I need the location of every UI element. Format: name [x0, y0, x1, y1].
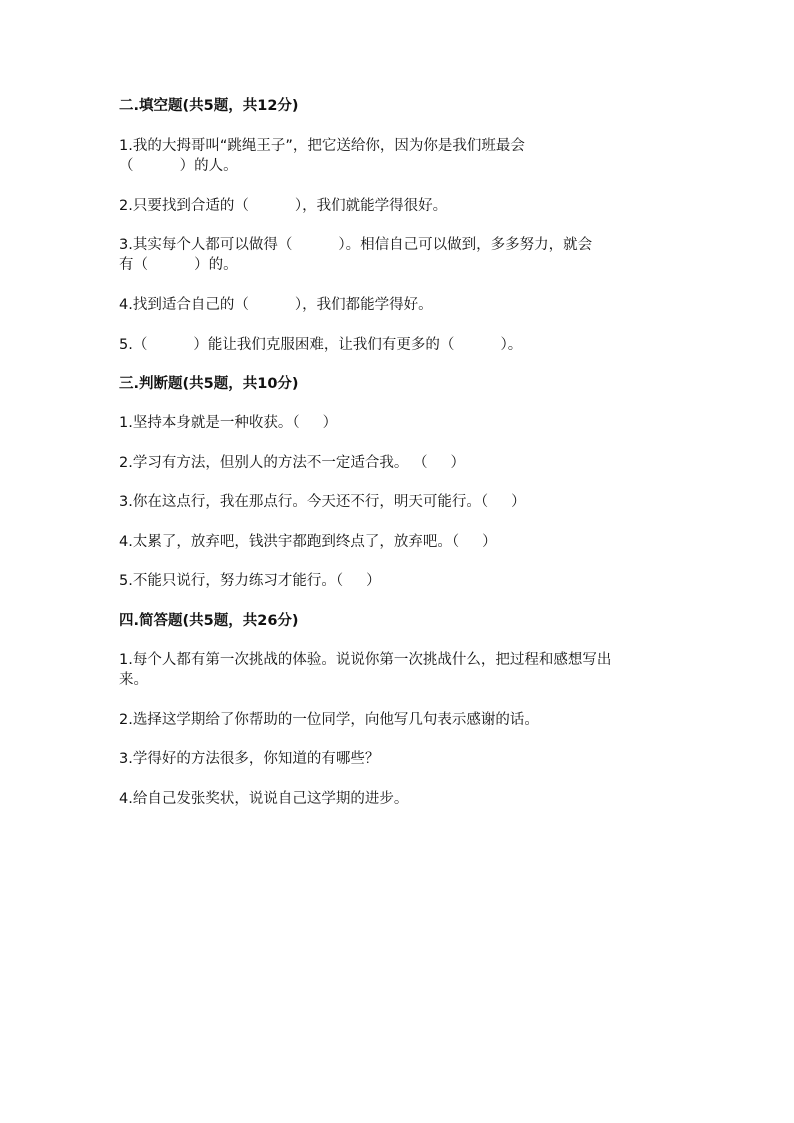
short-answer-question-1-line-1: 1.每个人都有第一次挑战的体验。说说你第一次挑战什么，把过程和感想写出 [119, 652, 612, 668]
short-answer-question-1-line-2: 来。 [119, 672, 148, 688]
short-answer-section-heading: 四.简答题(共5题，共26分) [119, 613, 299, 629]
short-answer-question-4: 4.给自己发张奖状，说说自己这学期的进步。 [119, 791, 409, 807]
judge-question-5: 5.不能只说行，努力练习才能行。（ ） [119, 573, 381, 589]
short-answer-question-2: 2.选择这学期给了你帮助的一位同学，向他写几句表示感谢的话。 [119, 712, 539, 728]
judge-section-heading: 三.判断题(共5题，共10分) [119, 376, 299, 392]
judge-question-2: 2.学习有方法，但别人的方法不一定适合我。 （ ） [119, 455, 465, 471]
short-answer-question-3: 3.学得好的方法很多，你知道的有哪些？ [119, 751, 380, 767]
judge-question-3: 3.你在这点行，我在那点行。今天还不行，明天可能行。（ ） [119, 494, 526, 510]
fill-in-question-1-line-1: 1.我的大拇哥叫“跳绳王子”，把它送给你，因为你是我们班最会 [119, 138, 525, 154]
fill-in-question-4: 4.找到适合自己的（ ），我们都能学得好。 [119, 297, 433, 313]
fill-in-section-heading: 二.填空题(共5题，共12分) [119, 98, 299, 114]
judge-question-1: 1.坚持本身就是一种收获。（ ） [119, 415, 338, 431]
fill-in-question-1-line-2: （ ）的人。 [119, 158, 238, 174]
fill-in-question-2: 2.只要找到合适的（ ），我们就能学得很好。 [119, 198, 448, 214]
fill-in-question-5: 5.（ ）能让我们克服困难，让我们有更多的（ ）。 [119, 337, 523, 353]
fill-in-question-3-line-1: 3.其实每个人都可以做得（ ）。相信自己可以做到，多多努力，就会 [119, 237, 593, 253]
fill-in-question-3-line-2: 有（ ）的。 [119, 257, 238, 273]
judge-question-4: 4.太累了，放弃吧，钱洪宇都跑到终点了，放弃吧。（ ） [119, 534, 497, 550]
